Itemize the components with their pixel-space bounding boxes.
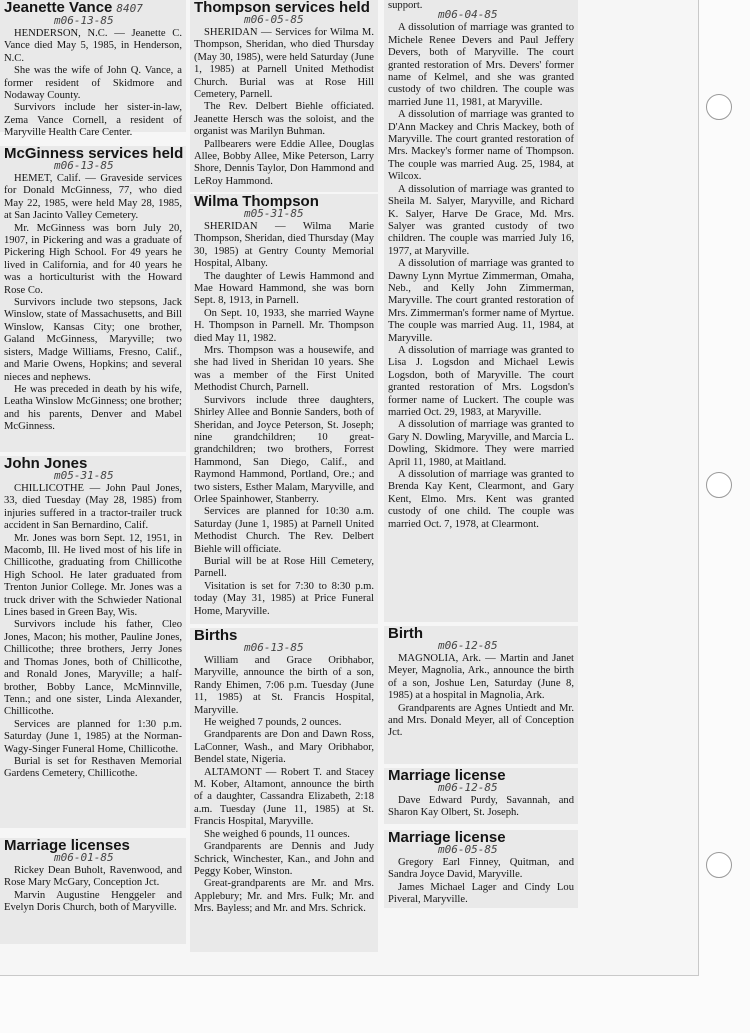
- handwritten-date: m06-12-85: [438, 639, 498, 652]
- paragraph: SHERIDAN — Services for Wilma M. Thompson, Sheridan, who died Thursday (May 30, 1985), were held Saturday (June 1, 1985) at Parnell United Methodist Church. Burial was at Rose Hill Cemetery, Parnell.: [194, 27, 374, 101]
- clipping-body: [194, 655, 374, 916]
- paragraph: A dissolution of marriage was granted to D'Ann Mackey and Chris Mackey, both of Maryville. The court granted restoration of Mrs. Mackey's former name of Thompson. The couple was married Aug. 25, 1984, at Wilcox.: [388, 109, 574, 183]
- paragraph: Marvin Augustine Henggeler and Evelyn Doris Church, both of Maryville.: [4, 889, 182, 914]
- handwritten-date: m06-13-85: [54, 159, 114, 172]
- paragraph: He weighed 7 pounds, 2 ounces.: [204, 717, 342, 729]
- paragraph: Mr. Jones was born Sept. 12, 1951, in Macomb, Ill. He lived most of his life in Chillicothe, graduating from Chillicothe High School. He later graduated from Trenton Junior College. Mr. Jones was a truck driver with the Schwieder National Lines based in Green Bay, Wis.: [4, 532, 182, 619]
- paragraph: A dissolution of marriage was granted to Brenda Kay Kent, Clearmont, and Gary Kent, Elmo. Mrs. Kent was granted custody of one child. The couple was married Oct. 7, 1978, at Clearmont.: [388, 469, 574, 530]
- paragraph: A dissolution of marriage was granted to Lisa J. Logsdon and Michael Lewis Logsdon, both of Maryville. The court granted restoration of Mrs. Logsdon's former name of Luckert. The couple was married Oct. 29, 1983, at Maryville.: [388, 344, 574, 418]
- handwritten-date: m06-12-85: [438, 781, 498, 794]
- paragraph: James Michael Lager and Cindy Lou Piveral, Maryville.: [388, 881, 574, 906]
- clipping-body: [388, 857, 574, 907]
- clipping-john-jones: [0, 456, 186, 828]
- clipping-title: John Jones: [4, 455, 88, 472]
- clipping-title: Thompson services held: [194, 0, 370, 16]
- clipping-marriage-licenses: [0, 838, 186, 944]
- paragraph: Visitation is set for 7:30 to 8:30 p.m. today (May 31, 1985) at Price Funeral Home, Maryville.: [194, 580, 374, 617]
- paragraph: Gregory Earl Finney, Quitman, and Sandra Joyce David, Maryville.: [388, 857, 574, 881]
- paragraph: MAGNOLIA, Ark. — Martin and Janet Meyer, Magnolia, Ark., announce the birth of a son, Joshue Len, Saturday (June 8, 1985) at a hospital in Magnolia, Ark.: [388, 653, 574, 702]
- paragraph: Burial will be at Rose Hill Cemetery, Parnell.: [194, 555, 374, 580]
- clipping-mcginness-services: [0, 146, 186, 452]
- paragraph: A dissolution of marriage was granted to Gary N. Dowling, Maryville, and Marcia L. Dowling, Skidmore. They were married April 11, 1980, at Maitland.: [388, 419, 574, 468]
- clipping-body: [4, 865, 182, 915]
- clipping-title: Marriage license: [388, 767, 506, 784]
- clipping-thompson-services: [190, 0, 378, 192]
- paragraph: Pallbearers were Eddie Allee, Douglas Allee, Bobby Allee, Mike Peterson, Larry Shore, Dennis Taylor, Don Hammond and LeRoy Hammond.: [194, 138, 374, 187]
- paragraph: A dissolution of marriage was granted to Dawny Lynn Myrtue Zimmerman, Omaha, Neb., and Kelly John Zimmerman, Maryville. The court granted restoration of Mrs. Zimmerman's former name of Myrtue. The couple was married Aug. 11, 1984, at Maryville.: [388, 258, 574, 344]
- paragraph: ALTAMONT — Robert T. and Stacey M. Kober, Altamont, announce the birth of a daughter, Cassandra Elizabeth, 2:18 a.m. Tuesday (June 11, 1985) at St. Francis Hospital, Maryville.: [194, 766, 374, 828]
- paragraph: HENDERSON, N.C. — Jeanette C. Vance died May 5, 1985, in Henderson, N.C.: [4, 28, 182, 64]
- handwritten-date: m06-04-85: [438, 8, 498, 22]
- clipping-marriage-license-one: [384, 768, 578, 824]
- binder-hole-bottom: [706, 852, 732, 878]
- paragraph: Grandparents are Agnes Untiedt and Mr. and Mrs. Donald Meyer, all of Conception Jct.: [388, 702, 574, 739]
- paragraph: A dissolution of marriage was granted to Michele Renee Devers and Paul Jeffery Devers, both of Maryville. The court granted restoration of Mrs. Devers' former name of Kelmel, and she was granted custody of two children. The couple was married June 11, 1981, at Maryville.: [388, 22, 574, 108]
- clipping-title: Marriage license: [388, 829, 506, 846]
- clipping-title: McGinness services held: [4, 145, 184, 162]
- paragraph: Survivors include his father, Cleo Jones, Macon; his mother, Pauline Jones, Chillicothe; three brothers, Jerry Jones and Thomas Jones, both of Chillicothe, and Ronald Jones, Maryville; a half-brother, Bobby Lance, McMinnville, Tenn.; and one sister, Linda Alexander, Chillicothe.: [4, 619, 182, 718]
- handwritten-date: m06-05-85: [438, 843, 498, 856]
- clipping-body: [194, 27, 374, 188]
- clipping-wilma-thompson: [190, 194, 378, 624]
- clipping-marriage-license-two: [384, 830, 578, 908]
- clipping-jeanette-vance: [0, 0, 186, 139]
- paragraph: A dissolution of marriage was granted to Sheila M. Salyer, Maryville, and Richard K. Salyer, Harve De Grace, Md. Mrs. Salyer was granted custody of two children. The couple was married July 16, 1977, at Maryville.: [388, 183, 574, 257]
- paragraph: CHILLICOTHE — John Paul Jones, 33, died Tuesday (May 28, 1985) from injuries suffered in a tractor-trailer truck accident in San Bernardino, Calif.: [4, 483, 182, 532]
- paragraph: Burial is set for Resthaven Memorial Gardens Cemetery, Chillicothe.: [4, 755, 182, 780]
- clipping-body: [4, 483, 182, 781]
- handwritten-date: m06-13-85: [244, 641, 304, 654]
- paragraph: Survivors include three daughters, Shirley Allee and Bonnie Sanders, both of Sheridan, and Joyce Peterson, St. Joseph; nine grandchildren; 10 great-grandchildren; two brothers, Forrest Hammond, San Diego, Calif., and Raymond Hammond, Portland, Ore.; and two sisters, Esther Malam, Maryville, and Orlee Spainhower, Stanberry.: [194, 394, 374, 505]
- handwritten-note: 8407: [116, 2, 143, 15]
- paragraph: On Sept. 10, 1933, she married Wayne H. Thompson in Parnell. Mr. Thompson died May 11, 1982.: [194, 307, 374, 344]
- handwritten-date: m06-01-85: [54, 851, 114, 864]
- paragraph: William and Grace Oribhabor, Maryville, announce the birth of a son, Randy Ehimen, 7:06 p.m. Tuesday (June 11, 1985) at St. Francis Hospital, Maryville.: [194, 655, 374, 716]
- clipping-lead: support.: [388, 0, 423, 11]
- clipping-body: [4, 173, 182, 434]
- binder-hole-middle: [706, 472, 732, 498]
- clipping-title: Marriage licenses: [4, 837, 130, 854]
- paragraph: Mrs. Thompson was a housewife, and she had lived in Sheridan 10 years. She was a member of the First United Methodist Church, Parnell.: [194, 345, 374, 394]
- paragraph: Rickey Dean Buholt, Ravenwood, and Rose Mary McGary, Conception Jct.: [4, 865, 182, 889]
- paragraph: She was the wife of John Q. Vance, a former resident of Skidmore and Nodaway County.: [4, 65, 182, 102]
- clipping-births: [190, 628, 378, 952]
- handwritten-date: m06-05-85: [244, 13, 304, 26]
- clipping-title: Jeanette Vance 8407: [4, 0, 143, 16]
- clipping-dissolutions: [384, 0, 578, 622]
- paragraph: HEMET, Calif. — Graveside services for Donald McGinness, 77, who died May 22, 1985, were held May 28, 1985, at San Jacinto Valley Cemetery.: [4, 173, 182, 222]
- paragraph: SHERIDAN — Wilma Marie Thompson, Sheridan, died Thursday (May 30, 1985) at Gentry County Memorial Hospital, Albany.: [194, 221, 374, 270]
- paragraph: Great-grandparents are Mr. and Mrs. Applebury; Mr. and Mrs. Fulk; Mr. and Mrs. Bayless; and Mr. and Mrs. Schrick.: [194, 878, 374, 915]
- clipping-title: Birth: [388, 625, 423, 642]
- paragraph: Dave Edward Purdy, Savannah, and Sharon Kay Olbert, St. Joseph.: [388, 795, 574, 819]
- paragraph: Services are planned for 1:30 p.m. Saturday (June 1, 1985) at the Norman-Wagy-Singer Funeral Home, Chillicothe.: [4, 718, 182, 755]
- binder-hole-top: [706, 94, 732, 120]
- clipping-body: [388, 653, 574, 740]
- paragraph: He was preceded in death by his wife, Leatha Winslow McGinness; one brother; and his parents, Denver and Mabel McGinness.: [4, 383, 182, 433]
- paragraph: Grandparents are Dennis and Judy Schrick, Winchester, Kan., and John and Peggy Kober, Winston.: [194, 841, 374, 877]
- paragraph: The daughter of Lewis Hammond and Mae Howard Hammond, she was born Sept. 8, 1913, in Parnell.: [194, 270, 374, 307]
- handwritten-date: m06-13-85: [54, 14, 114, 27]
- paragraph: Survivors include her sister-in-law, Zema Vance Cornell, a resident of Maryville Health Care Center.: [4, 102, 182, 139]
- clipping-title: Births: [194, 627, 238, 644]
- clipping-body: [388, 795, 574, 820]
- clipping-birth: [384, 626, 578, 764]
- paragraph: Mr. McGinness was born July 20, 1907, in Pickering and was a graduate of Pickering High School. For 49 years he lived in California, and for 40 years he was a horticulturist with the Howard Rose Co.: [4, 222, 182, 296]
- paragraph: She weighed 6 pounds, 11 ounces.: [204, 828, 350, 840]
- paragraph: Survivors include two stepsons, Jack Winslow, state of Massachusetts, and Bill Winslow, Kansas City; one brother, Galand McGinness, Maryville; two sisters, Madge Williams, Fresno, Calif., and Marie Owens, Hopkins; and several nieces and nephews.: [4, 297, 182, 383]
- clipping-body: [194, 221, 374, 618]
- handwritten-date: m05-31-85: [244, 207, 304, 220]
- clipping-body: [4, 28, 182, 140]
- paragraph: Grandparents are Don and Dawn Ross, LaConner, Wash., and Mary Oribhabor, Bendel state, Nigeria.: [194, 729, 374, 766]
- handwritten-date: m05-31-85: [54, 469, 114, 482]
- clipping-title: Wilma Thompson: [194, 193, 319, 210]
- paragraph: The Rev. Delbert Biehle officiated. Jeanette Hersch was the soloist, and the organist was Marilyn Buhman.: [194, 101, 374, 138]
- clipping-body: [388, 22, 574, 531]
- paragraph: Services are planned for 10:30 a.m. Saturday (June 1, 1985) at Parnell United Methodist Church. The Rev. Delbert Biehle will officiate.: [194, 506, 374, 555]
